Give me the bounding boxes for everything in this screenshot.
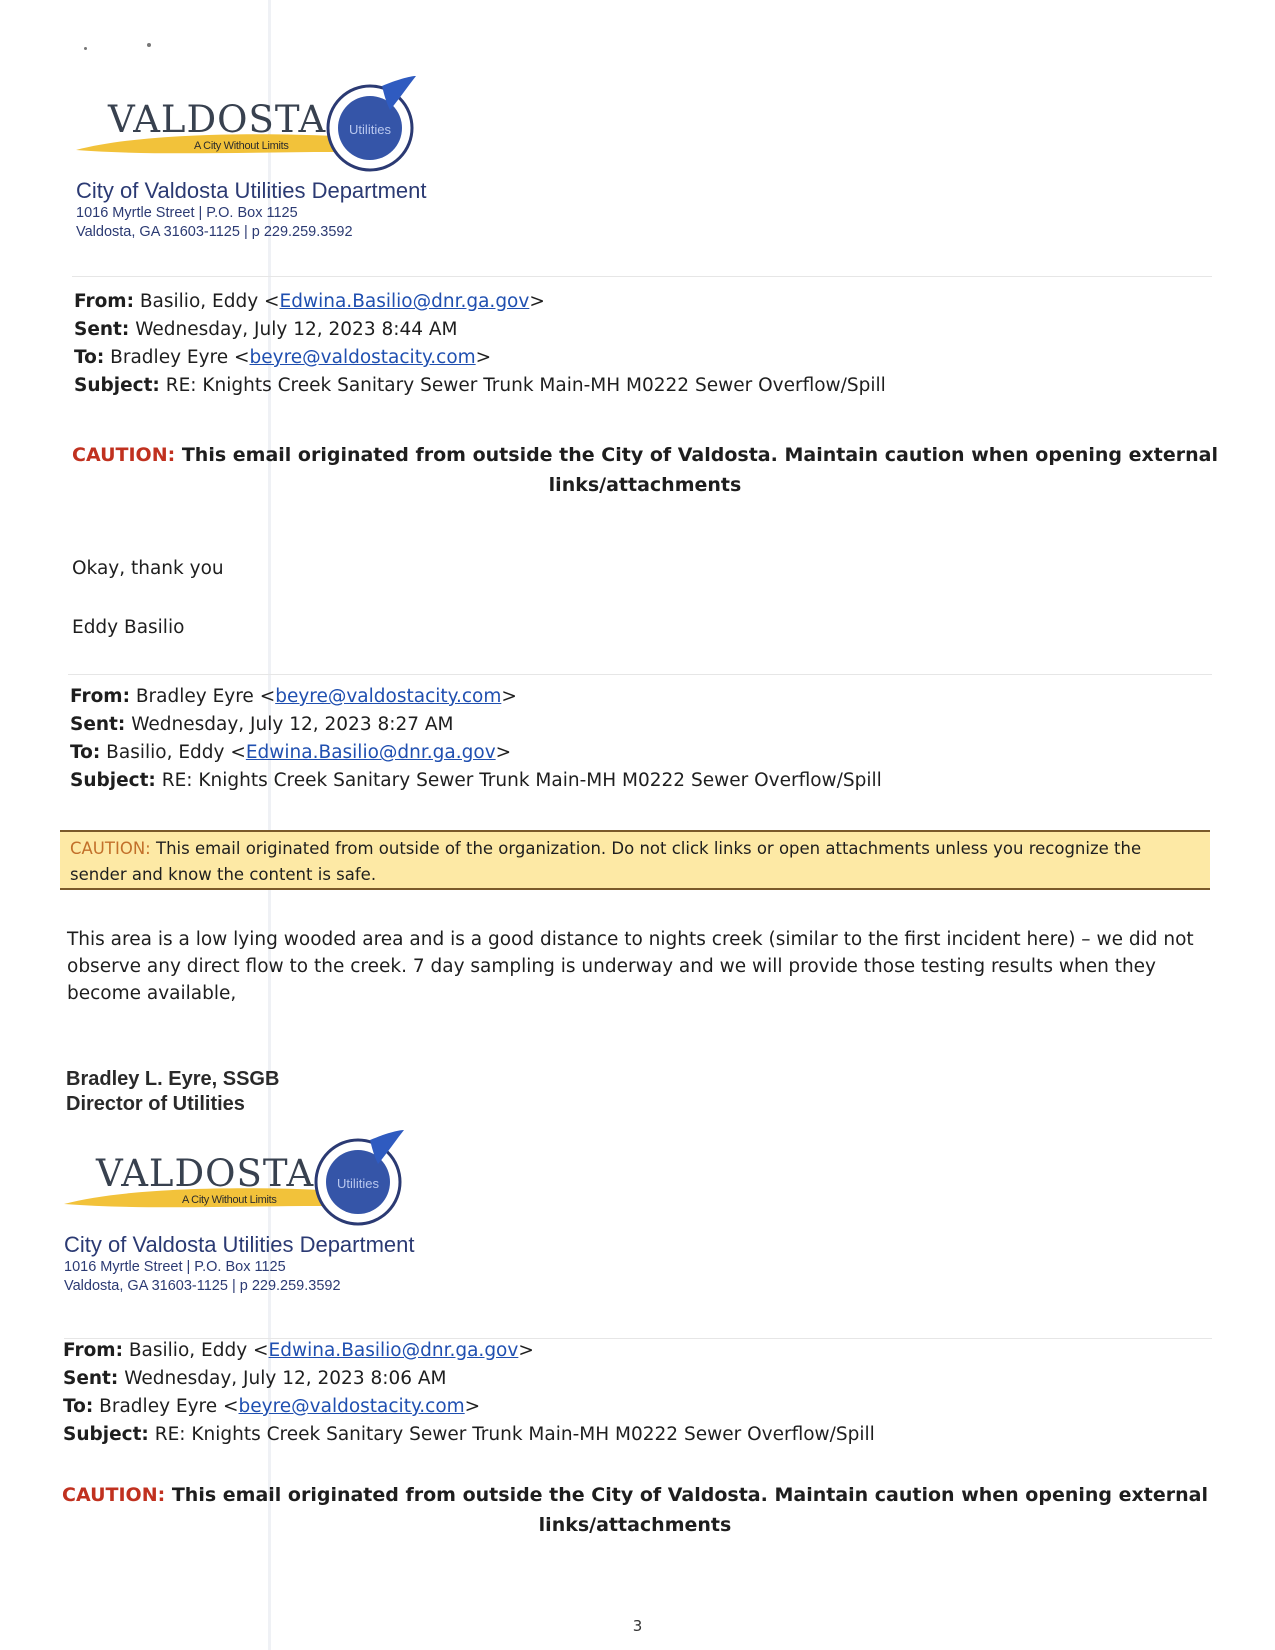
sent-line: Sent: Wednesday, July 12, 2023 8:44 AM	[74, 319, 458, 340]
divider	[72, 276, 1212, 277]
utilities-seal-icon	[312, 1130, 408, 1226]
to-line: To: Bradley Eyre <beyre@valdostacity.com>	[74, 347, 492, 368]
logo-tagline: A City Without Limits	[194, 140, 289, 152]
subject-line: Subject: RE: Knights Creek Sanitary Sewer Trunk Main-MH M0222 Sewer Overflow/Spill	[63, 1424, 875, 1445]
valdosta-logo	[76, 76, 416, 176]
message-body: Okay, thank you Eddy Basilio	[72, 558, 224, 638]
email-header	[63, 1337, 875, 1449]
seal-label: Utilities	[337, 1176, 379, 1191]
to-email-link[interactable]: Edwina.Basilio@dnr.ga.gov	[245, 742, 496, 763]
from-email-link[interactable]: beyre@valdostacity.com	[275, 686, 502, 707]
department-name: City of Valdosta Utilities Department	[76, 178, 427, 203]
email-header	[74, 288, 886, 400]
divider	[68, 674, 1212, 675]
to-line: To: Basilio, Eddy <Edwina.Basilio@dnr.ga.gov>	[70, 742, 512, 763]
address-line: 1016 Myrtle Street | P.O. Box 1125	[64, 1259, 286, 1275]
message-body: This area is a low lying wooded area and is a good distance to nights creek (similar to the first incident here) – we did not observe any direct flow to the creek. 7 day sampling is underway and we will provide those testing results when they become available,	[67, 929, 1194, 1004]
page-number: 3	[632, 1617, 643, 1635]
caution-notice: CAUTION: This email originated from outside the City of Valdosta. Maintain caution when opening external links/attachments	[62, 1484, 1208, 1536]
address-line: Valdosta, GA 31603-1125 | p 229.259.3592	[64, 1278, 341, 1294]
scan-speck	[147, 43, 151, 47]
subject-line: Subject: RE: Knights Creek Sanitary Sewer Trunk Main-MH M0222 Sewer Overflow/Spill	[74, 375, 886, 396]
from-line: From: Basilio, Eddy <Edwina.Basilio@dnr.ga.gov>	[74, 291, 545, 312]
scan-speck	[84, 47, 87, 50]
from-email-link[interactable]: Edwina.Basilio@dnr.ga.gov	[279, 291, 530, 312]
logo-wordmark: VALDOSTA	[96, 1152, 315, 1195]
caution-label: CAUTION:	[62, 1484, 166, 1506]
from-email-link[interactable]: Edwina.Basilio@dnr.ga.gov	[268, 1340, 519, 1361]
valdosta-logo	[64, 1130, 404, 1230]
logo-tagline: A City Without Limits	[182, 1194, 277, 1206]
letterhead-signature	[64, 1130, 415, 1296]
sent-line: Sent: Wednesday, July 12, 2023 8:27 AM	[70, 714, 454, 735]
signature-block	[66, 1067, 279, 1117]
address-line: 1016 Myrtle Street | P.O. Box 1125	[76, 205, 298, 221]
to-email-link[interactable]: beyre@valdostacity.com	[249, 347, 476, 368]
sent-line: Sent: Wednesday, July 12, 2023 8:06 AM	[63, 1368, 447, 1389]
external-sender-banner: CAUTION: This email originated from outside of the organization. Do not click links or open attachments unless you recognize the sender and know the content is safe.	[60, 830, 1210, 890]
to-line: To: Bradley Eyre <beyre@valdostacity.com>	[63, 1396, 481, 1417]
to-email-link[interactable]: beyre@valdostacity.com	[238, 1396, 465, 1417]
from-line: From: Basilio, Eddy <Edwina.Basilio@dnr.ga.gov>	[63, 1340, 534, 1361]
seal-label: Utilities	[349, 122, 391, 137]
address-line: Valdosta, GA 31603-1125 | p 229.259.3592	[76, 224, 353, 240]
logo-wordmark: VALDOSTA	[108, 98, 327, 141]
email-header	[70, 683, 882, 795]
signature-name: Bradley L. Eyre, SSGB	[66, 1068, 280, 1090]
subject-line: Subject: RE: Knights Creek Sanitary Sewer Trunk Main-MH M0222 Sewer Overflow/Spill	[70, 770, 882, 791]
signature-title: Director of Utilities	[66, 1093, 245, 1115]
caution-notice: CAUTION: This email originated from outside the City of Valdosta. Maintain caution when opening external links/attachments	[72, 444, 1218, 496]
letterhead-top	[76, 76, 427, 242]
department-name: City of Valdosta Utilities Department	[64, 1232, 415, 1257]
from-line: From: Bradley Eyre <beyre@valdostacity.com>	[70, 686, 517, 707]
caution-label: CAUTION:	[72, 444, 176, 466]
banner-caution-label: CAUTION:	[70, 839, 151, 858]
utilities-seal-icon	[324, 76, 420, 172]
